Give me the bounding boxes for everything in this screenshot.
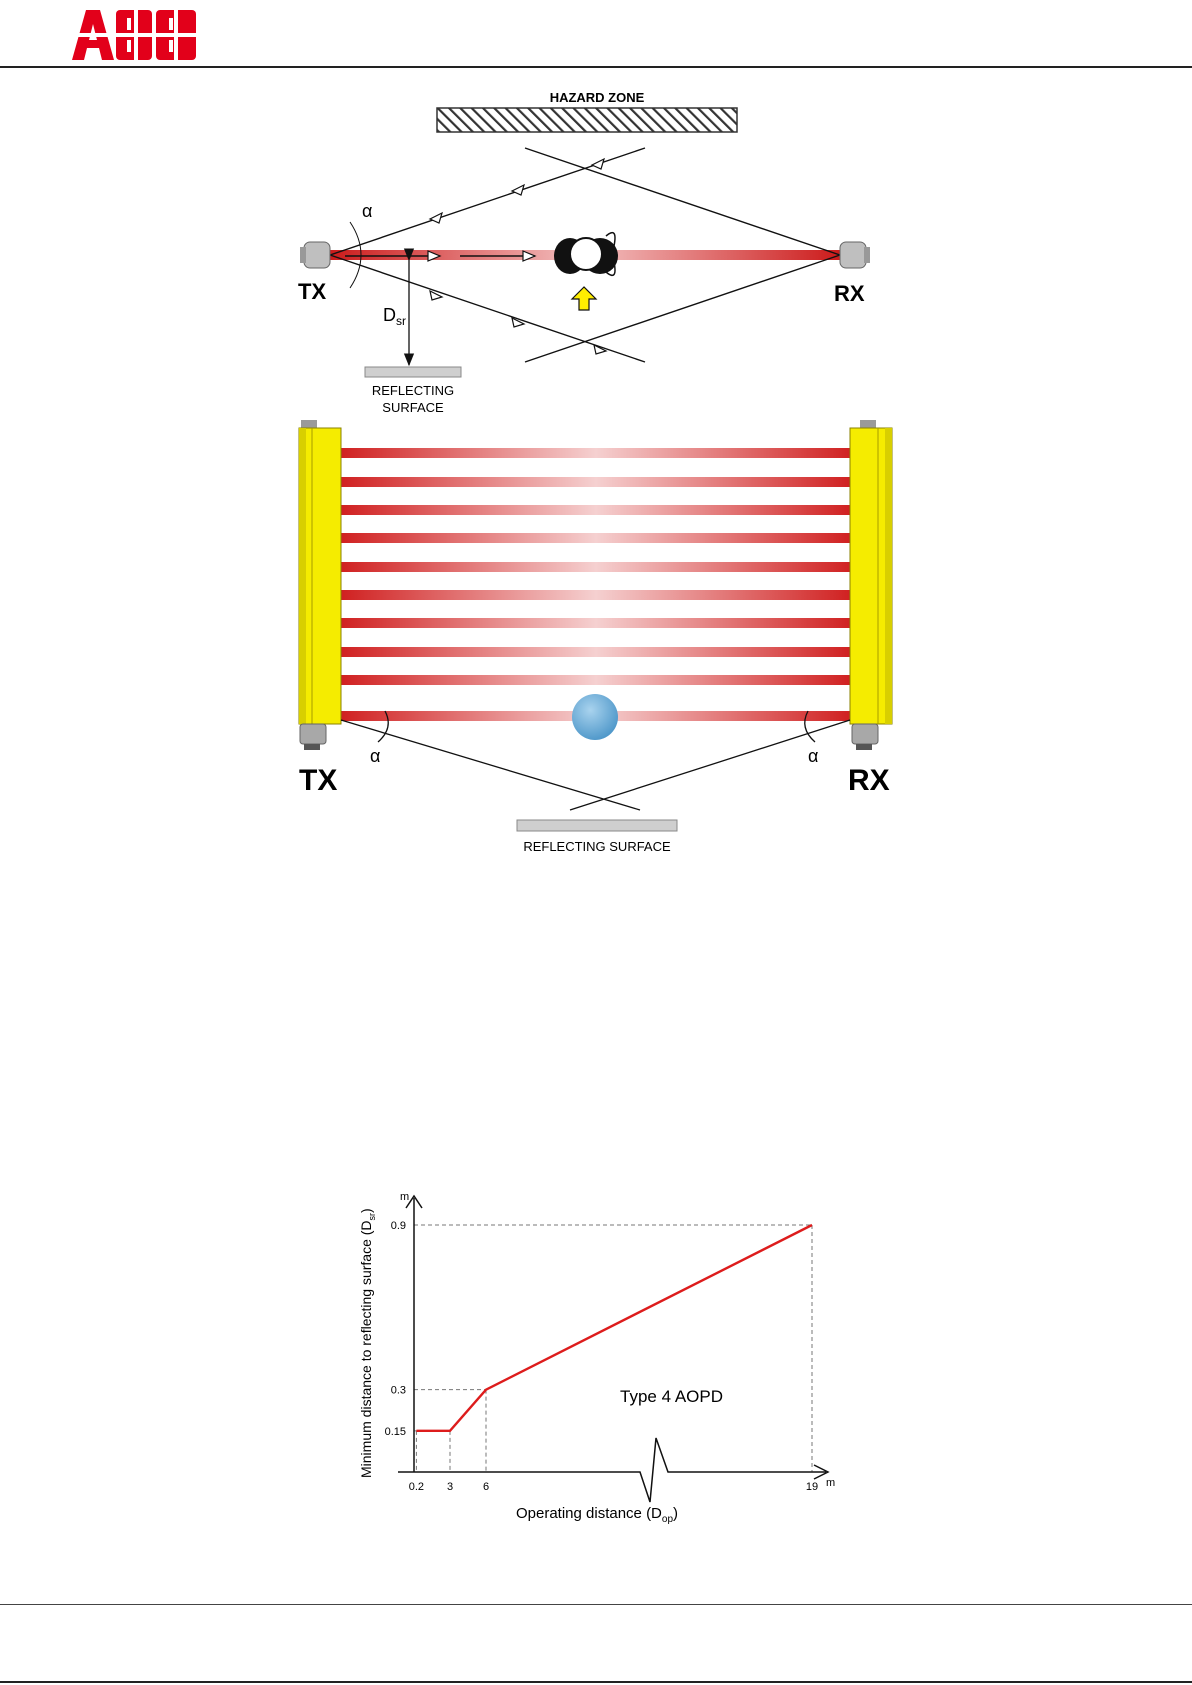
x-tick-label: 0.2: [408, 1481, 425, 1493]
rx-label: RX: [834, 281, 865, 306]
tx-label: TX: [298, 279, 327, 304]
x-axis-label: Operating distance $(D_{op})$: [515, 1505, 679, 1525]
x-tick-label: 3: [446, 1481, 454, 1493]
hazard-zone-label: HAZARD ZONE: [549, 90, 645, 105]
series-line: [416, 1225, 812, 1431]
reflecting-surface-label: REFLECTING SURFACE: [523, 839, 671, 854]
x-axis: [398, 1438, 826, 1502]
alpha-symbol: α: [362, 201, 373, 221]
dsr-label: $D_{sr}$: [383, 305, 406, 328]
rx-curtain-label: RX: [848, 764, 890, 797]
x-tick-label: 19: [805, 1481, 819, 1493]
y-tick-label: 0.3: [390, 1384, 406, 1397]
alpha-left: α: [370, 746, 381, 766]
reflecting-label-line2: SURFACE: [382, 400, 444, 415]
chart-annotation: Type 4 AOPD: [620, 1387, 723, 1406]
x-unit: m: [826, 1477, 836, 1489]
y-axis-label: Minimum distance to reflecting surface $(D_{sr})$: [358, 1208, 377, 1478]
footer-rule: [0, 1604, 1192, 1605]
y-tick-label: 0.15: [384, 1425, 406, 1438]
tx-curtain-label: TX: [299, 764, 338, 797]
y-unit: m: [400, 1191, 410, 1203]
alpha-right: α: [808, 746, 819, 766]
x-tick-label: 6: [482, 1481, 490, 1493]
y-tick-label: 0.9: [390, 1220, 406, 1232]
reflecting-label-line1: REFLECTING: [371, 383, 455, 398]
footer-rule-bottom: [0, 1681, 1192, 1683]
